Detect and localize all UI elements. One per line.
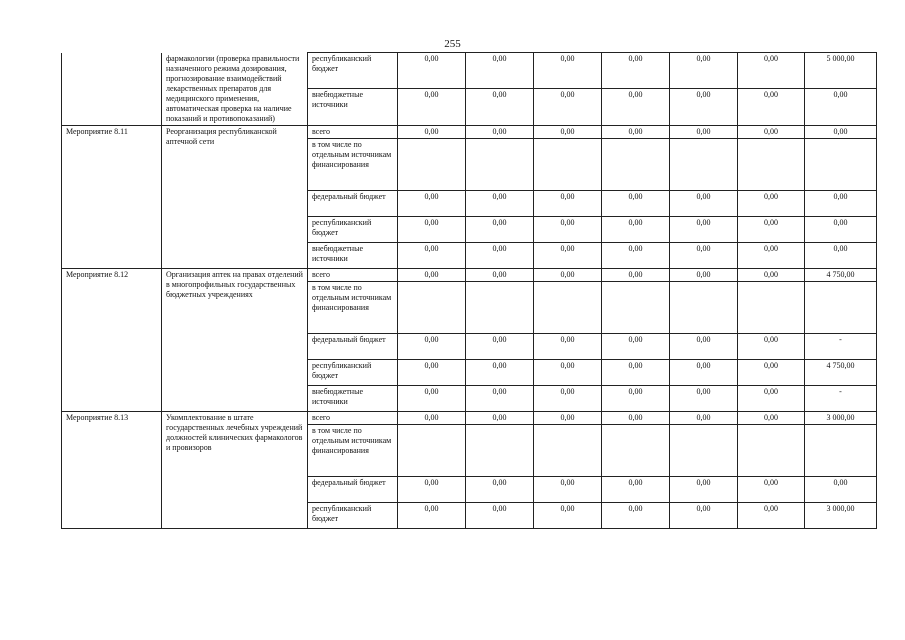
description-cell: фармакологии (проверка правильности назначенного режима дозирования, прогнозирование взаимодействий лекарственных препаратов для медицинского применения, автоматическая проверка на наличие показаний и противопоказаний) (162, 53, 308, 126)
value-cell: 0,00 (738, 359, 805, 385)
value-cell: 0,00 (466, 385, 534, 411)
value-cell (670, 281, 738, 333)
value-cell: 0,00 (398, 242, 466, 268)
value-cell: 0,00 (738, 268, 805, 281)
value-cell: 0,00 (534, 125, 602, 138)
value-cell (602, 138, 670, 190)
value-cell: 0,00 (602, 216, 670, 242)
financing-table (61, 52, 877, 529)
table-row (62, 268, 877, 281)
value-cell: 0,00 (534, 242, 602, 268)
value-cell: 0,00 (466, 53, 534, 89)
value-cell: 0,00 (805, 89, 877, 125)
value-cell (466, 424, 534, 476)
value-cell: 0,00 (805, 190, 877, 216)
event-cell: Мероприятие 8.13 (62, 411, 162, 528)
value-cell (602, 424, 670, 476)
value-cell: 0,00 (602, 190, 670, 216)
value-cell: 0,00 (466, 476, 534, 502)
value-cell: 0,00 (738, 333, 805, 359)
value-cell: 0,00 (398, 502, 466, 528)
value-cell: 0,00 (602, 53, 670, 89)
value-cell: 0,00 (738, 411, 805, 424)
value-cell (805, 281, 877, 333)
funding-source-cell: федеральный бюджет (308, 333, 398, 359)
event-cell: Мероприятие 8.12 (62, 268, 162, 411)
funding-source-cell: в том числе по отдельным источникам финансирования (308, 424, 398, 476)
value-cell: 4 750,00 (805, 268, 877, 281)
value-cell: 0,00 (534, 268, 602, 281)
value-cell: 0,00 (670, 359, 738, 385)
value-cell: 0,00 (602, 411, 670, 424)
value-cell: 0,00 (534, 216, 602, 242)
value-cell (738, 424, 805, 476)
value-cell: 0,00 (738, 385, 805, 411)
value-cell: 0,00 (738, 125, 805, 138)
value-cell: 0,00 (670, 268, 738, 281)
value-cell: 0,00 (738, 242, 805, 268)
value-cell: 0,00 (534, 190, 602, 216)
value-cell: 0,00 (670, 125, 738, 138)
value-cell: 0,00 (670, 476, 738, 502)
value-cell: 0,00 (466, 411, 534, 424)
value-cell: - (805, 385, 877, 411)
value-cell: 4 750,00 (805, 359, 877, 385)
value-cell: 0,00 (534, 411, 602, 424)
value-cell (534, 138, 602, 190)
value-cell (466, 281, 534, 333)
value-cell: 0,00 (466, 216, 534, 242)
value-cell: 0,00 (534, 53, 602, 89)
value-cell: 0,00 (466, 359, 534, 385)
value-cell: 0,00 (534, 359, 602, 385)
funding-source-cell: внебюджетные источники (308, 242, 398, 268)
value-cell: 3 000,00 (805, 502, 877, 528)
value-cell: 0,00 (670, 53, 738, 89)
value-cell (398, 424, 466, 476)
value-cell: 0,00 (466, 242, 534, 268)
funding-source-cell: республиканский бюджет (308, 359, 398, 385)
value-cell: 0,00 (805, 125, 877, 138)
funding-source-cell: в том числе по отдельным источникам финансирования (308, 281, 398, 333)
table-row (62, 411, 877, 424)
value-cell: 0,00 (398, 476, 466, 502)
value-cell: 0,00 (738, 89, 805, 125)
value-cell (738, 138, 805, 190)
value-cell (738, 281, 805, 333)
value-cell: 0,00 (738, 53, 805, 89)
value-cell: 0,00 (602, 268, 670, 281)
value-cell: 0,00 (602, 333, 670, 359)
value-cell: 0,00 (738, 216, 805, 242)
value-cell (466, 138, 534, 190)
value-cell: 0,00 (398, 190, 466, 216)
value-cell: 0,00 (398, 125, 466, 138)
value-cell (398, 138, 466, 190)
value-cell: 0,00 (670, 502, 738, 528)
value-cell: 0,00 (738, 476, 805, 502)
value-cell (602, 281, 670, 333)
page-number: 255 (444, 38, 461, 50)
value-cell: 0,00 (602, 242, 670, 268)
value-cell: 0,00 (738, 190, 805, 216)
funding-source-cell: республиканский бюджет (308, 502, 398, 528)
funding-source-cell: внебюджетные источники (308, 385, 398, 411)
value-cell: 0,00 (534, 89, 602, 125)
value-cell: 0,00 (466, 333, 534, 359)
value-cell (670, 424, 738, 476)
value-cell: 0,00 (738, 502, 805, 528)
value-cell: 0,00 (466, 89, 534, 125)
value-cell: 0,00 (398, 333, 466, 359)
value-cell: 0,00 (398, 53, 466, 89)
value-cell: 0,00 (805, 216, 877, 242)
funding-source-cell: республиканский бюджет (308, 53, 398, 89)
value-cell: 0,00 (398, 216, 466, 242)
funding-source-cell: федеральный бюджет (308, 190, 398, 216)
value-cell: - (805, 333, 877, 359)
value-cell: 0,00 (670, 216, 738, 242)
value-cell: 0,00 (670, 385, 738, 411)
table-body (62, 53, 877, 529)
funding-source-cell: в том числе по отдельным источникам финансирования (308, 138, 398, 190)
funding-source-cell: республиканский бюджет (308, 216, 398, 242)
value-cell (534, 424, 602, 476)
value-cell: 0,00 (398, 411, 466, 424)
value-cell: 0,00 (670, 333, 738, 359)
value-cell: 0,00 (602, 89, 670, 125)
description-cell: Укомплектование в штате государственных лечебных учреждений должностей клинических фармакологов и провизоров (162, 411, 308, 528)
value-cell: 0,00 (670, 190, 738, 216)
value-cell: 0,00 (670, 411, 738, 424)
value-cell: 0,00 (805, 242, 877, 268)
value-cell: 0,00 (602, 476, 670, 502)
value-cell: 0,00 (534, 333, 602, 359)
value-cell: 0,00 (398, 268, 466, 281)
event-cell: Мероприятие 8.11 (62, 125, 162, 268)
value-cell: 0,00 (602, 125, 670, 138)
value-cell: 0,00 (398, 89, 466, 125)
value-cell: 0,00 (602, 385, 670, 411)
value-cell: 0,00 (466, 268, 534, 281)
value-cell: 0,00 (534, 476, 602, 502)
value-cell (805, 424, 877, 476)
funding-source-cell: внебюджетные источники (308, 89, 398, 125)
value-cell (398, 281, 466, 333)
value-cell: 0,00 (602, 359, 670, 385)
value-cell: 0,00 (398, 359, 466, 385)
value-cell: 0,00 (602, 502, 670, 528)
value-cell: 3 000,00 (805, 411, 877, 424)
event-cell (62, 53, 162, 126)
value-cell: 0,00 (670, 89, 738, 125)
value-cell: 0,00 (534, 502, 602, 528)
value-cell (805, 138, 877, 190)
funding-source-cell: всего (308, 268, 398, 281)
value-cell: 0,00 (534, 385, 602, 411)
value-cell: 0,00 (466, 190, 534, 216)
value-cell (534, 281, 602, 333)
value-cell: 0,00 (670, 242, 738, 268)
table-row (62, 125, 877, 138)
value-cell: 0,00 (466, 502, 534, 528)
value-cell: 0,00 (805, 476, 877, 502)
funding-source-cell: всего (308, 411, 398, 424)
table-row (62, 53, 877, 89)
value-cell: 0,00 (466, 125, 534, 138)
funding-source-cell: всего (308, 125, 398, 138)
funding-source-cell: федеральный бюджет (308, 476, 398, 502)
description-cell: Реорганизация республиканской аптечной сети (162, 125, 308, 268)
description-cell: Организация аптек на правах отделений в многопрофильных государственных бюджетных учреждениях (162, 268, 308, 411)
value-cell: 0,00 (398, 385, 466, 411)
value-cell (670, 138, 738, 190)
value-cell: 5 000,00 (805, 53, 877, 89)
